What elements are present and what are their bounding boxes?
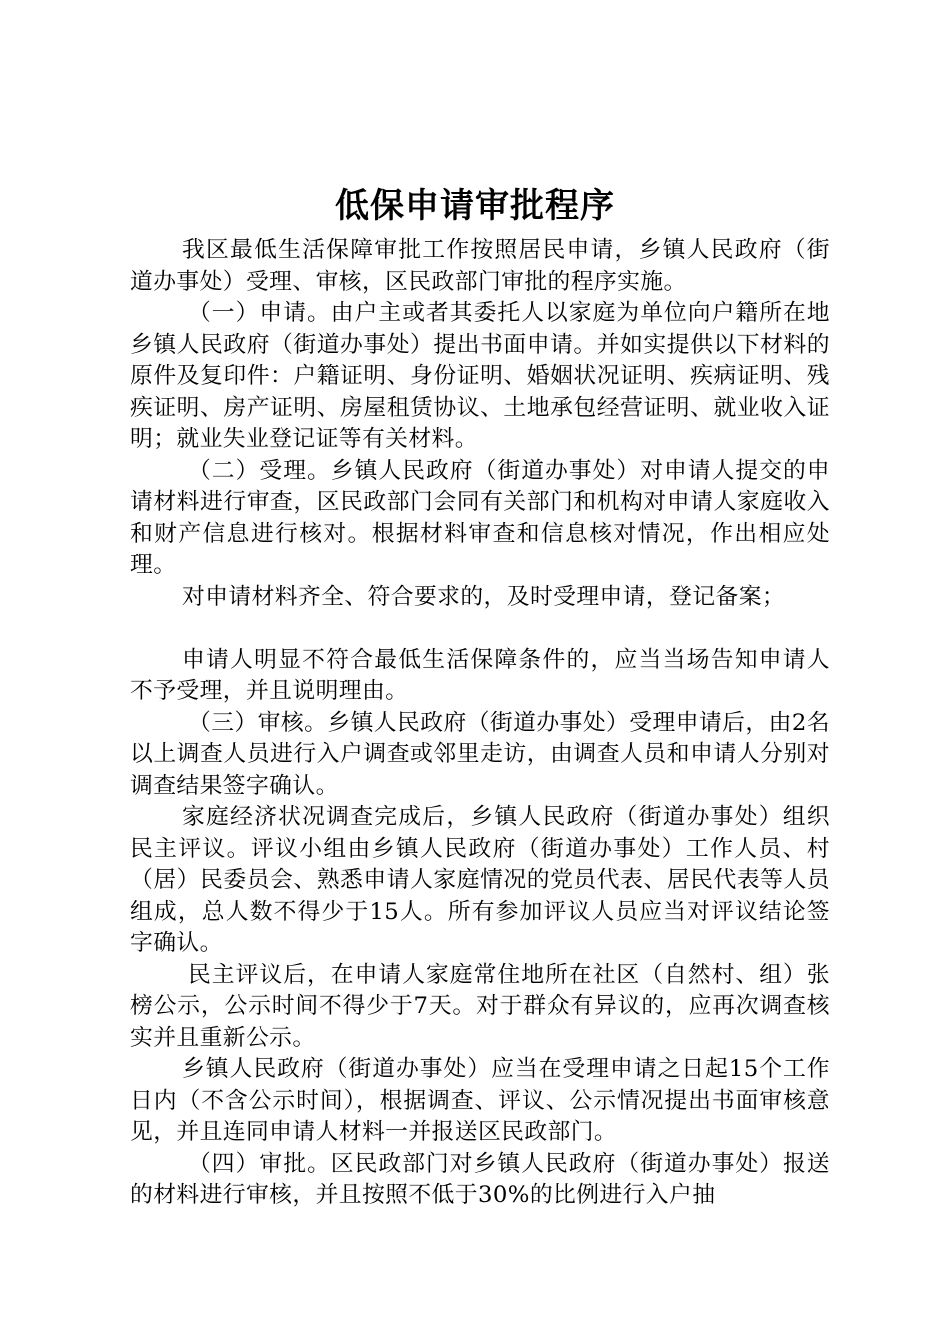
- paragraph-democratic-review: 家庭经济状况调查完成后，乡镇人民政府（街道办事处）组织民主评议。评议小组由乡镇人民政府（街道办事处）工作人员、村（居）民委员会、熟悉申请人家庭情况的党员代表、居民代表等人员组成，总人数不得少于15人。所有参加评议人员应当对评议结论签字确认。: [130, 804, 830, 956]
- paragraph-acceptance-complete: 对申请材料齐全、符合要求的，及时受理申请，登记备案；: [182, 583, 786, 610]
- paragraph-review: （三）审核。乡镇人民政府（街道办事处）受理申请后，由2名以上调查人员进行入户调查或邻里走访，由调查人员和申请人分别对调查结果签字确认。: [130, 709, 830, 799]
- paragraph-review-deadline: 乡镇人民政府（街道办事处）应当在受理申请之日起15个工作日内（不含公示时间），根据调查、评议、公示情况提出书面审核意见，并且连同申请人材料一并报送区民政部门。: [130, 1056, 830, 1145]
- paragraph-acceptance: （二）受理。乡镇人民政府（街道办事处）对申请人提交的申请材料进行审查，区民政部门会同有关部门和机构对申请人家庭收入和财产信息进行核对。根据材料审查和信息核对情况，作出相应处理。: [130, 457, 830, 578]
- paragraph-public-notice: 民主评议后，在申请人家庭常住地所在社区（自然村、组）张榜公示，公示时间不得少于7天。对于群众有异议的，应再次调查核实并且重新公示。: [130, 961, 830, 1051]
- paragraph-application: （一）申请。由户主或者其委托人以家庭为单位向户籍所在地乡镇人民政府（街道办事处）提出书面申请。并如实提供以下材料的原件及复印件：户籍证明、身份证明、婚姻状况证明、疾病证明、残疾证明、房产证明、房屋租赁协议、土地承包经营证明、就业收入证明；就业失业登记证等有关材料。: [130, 300, 830, 452]
- paragraph-intro: 我区最低生活保障审批工作按照居民申请，乡镇人民政府（街道办事处）受理、审核，区民政部门审批的程序实施。: [130, 237, 830, 295]
- document-title: 低保申请审批程序: [335, 186, 615, 226]
- paragraph-rejection: 申请人明显不符合最低生活保障条件的，应当当场告知申请人不予受理，并且说明理由。: [130, 646, 830, 704]
- document-body: [130, 235, 830, 1212]
- paragraph-approval: （四）审批。区民政部门对乡镇人民政府（街道办事处）报送的材料进行审核，并且按照不低于30%的比例进行入户抽: [130, 1150, 830, 1208]
- blank-line: [130, 613, 830, 645]
